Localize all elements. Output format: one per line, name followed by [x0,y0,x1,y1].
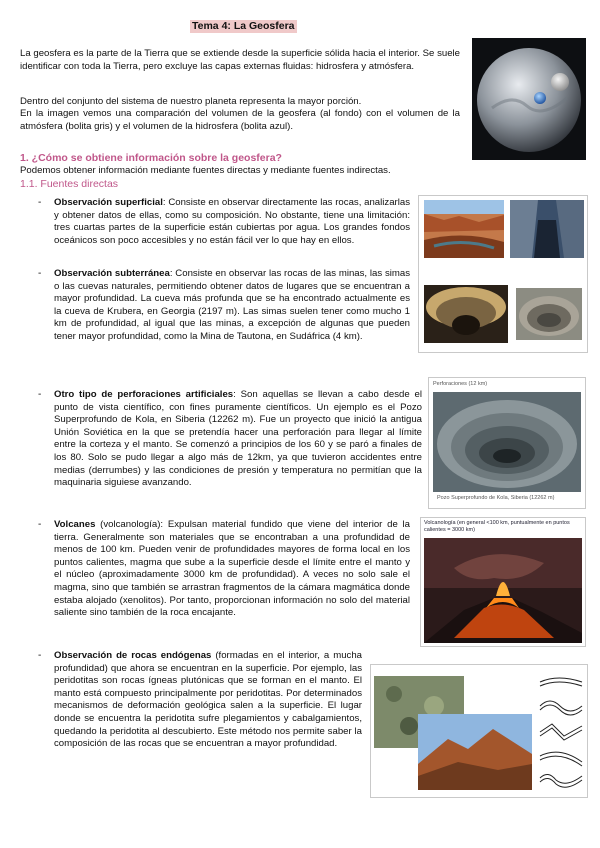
earth-volume-comparison-image [472,38,586,160]
item-text: (volcanología): Expulsan material fundido que viene del interior de la tierra. Generalmente son materiales que se encontraban a una profundidad de menos de 100 km. Pueden venir de profundidades mayores de forma local en los puntos calientes, magma que sube a la superficie desde el límite entre el manto y el núcleo (aproximadamente 3000 km de profundidad). A veces no solo sale el magma, sino que también se arrastran fragmentos de la cámara magmática donde estaba alojado (xenolitos). Por tanto, proporcionan información no solo del material saliente sino también de la roca encajante. [54,519,410,619]
bullet-marker: - [38,268,42,279]
section-heading: 1. ¿Cómo se obtiene información sobre la geosfera? [20,152,282,164]
intro-paragraph-1: La geosfera es la parte de la Tierra que se extiende desde la superficie sólida hacia el interior. Se suele identificar con toda la Tierra, pero excluye las capas externas fluidas: hidrosfera y atmósfera. [20,48,460,72]
canyon-photo [424,200,504,258]
intro-paragraph-2: Dentro del conjunto del sistema de nuestro planeta representa la mayor porción. [20,96,362,107]
mine-photo [516,288,582,340]
item-text: (formadas en el interior, a mucha profundidad) que ahora se encuentran en la superficie. Por ejemplo, las peridotitas son rocas ígneas plutónicas que se forman en el manto. El manto está compuesto principalmente por peridotitas. Por determinados mecanismos de deformación geológica salen a la superficie. El lugar donde se encuentra la peridotita sufre plegamientos y cabalgamientos, quedando la peridotita al descubierto. Este método nos permite saber la composición de las rocas que se encuentran a mayor profundidad. [54,650,362,750]
item-term: Otro tipo de perforaciones artificiales [54,389,234,400]
list-item-perforaciones [54,389,422,490]
item-term: Observación subterránea [54,268,170,279]
mountain-landscape-photo [418,714,532,790]
fold-diagram [538,672,584,792]
list-item-volcanes [54,519,410,620]
intro-paragraph-3: En la imagen vemos una comparación del volumen de la geosfera (al fondo) con el volumen de la atmósfera (bolita gris) y el volumen de la hidrosfera (bolita azul). [20,108,460,132]
list-item-rocas-endogenas [54,650,362,751]
item-text: : Son aquellas se llevan a cabo desde el punto de vista científico, con fines puramente científicos. Un ejemplo es el Pozo Superprofundo de Kola, en Siberia (12262 m). Fue un proyecto que inició la antigua Unión Soviética en la que se pretendía hacer una perforación para llegar al límite entre la corteza y el manto. Se comenzó a principios de los 60 y se paró a finales de los 80. Solo se pudo llegar a algo más de 12km, ya que tuvieron accidentes entre medias (derrumbes) y las condiciones de presión y temperatura no permitían que la maquinaria siguiese avanzando. [54,389,422,489]
kola-borehole-photo [433,392,581,492]
kola-caption-top: Perforaciones (12 km) [433,381,488,387]
volcano-photo [424,538,582,643]
section-lead: Podemos obtener información mediante fuentes directas y mediante fuentes indirectas. [20,165,391,176]
item-text: : Consiste en observar directamente las rocas, analizarlas y obtener datos de ellas, como su composición. No obstante, tiene una limitación: tres cuartas partes de la superficie están cubiertas por agua. Los grandes fondos oceánicos son poco accesibles y no están fácil ver lo que hay en ellos. [54,197,410,246]
page-title: Tema 4: La Geosfera [192,20,295,32]
list-item-subterranea [54,268,410,344]
item-term: Volcanes [54,519,96,530]
bullet-marker: - [38,197,42,208]
kola-caption-bottom: Pozo Superprofundo de Kola, Siberia (12262 m) [437,495,555,501]
bullet-marker: - [38,519,42,530]
list-item-superficial [54,197,410,247]
item-text: : Consiste en observar las rocas de las minas, las simas o las cuevas naturales, permitiendo obtener datos de lugares que se encuentran a mayor profundidad. La cueva más profunda que se ha encontrado actualmente es la cueva de Krubera, en Georgia (2197 m). Las simas suelen tener como mucho 1 km de profundidad, al igual que las minas, a excepción de algunas que pueden tener mayor profundidad, como la Mina de Tautona, en Sudáfrica (4 km). [54,268,410,342]
subsection-heading: 1.1. Fuentes directas [20,178,119,190]
item-term: Observación superficial [54,197,163,208]
bullet-marker: - [38,650,42,661]
volcano-caption: Volcanología (en general <100 km, puntualmente en puntos calientes = 3000 km) [424,520,570,533]
bullet-marker: - [38,389,42,400]
item-term: Observación de rocas endógenas [54,650,212,661]
cave-photo [424,285,508,343]
gorge-photo [510,200,584,258]
